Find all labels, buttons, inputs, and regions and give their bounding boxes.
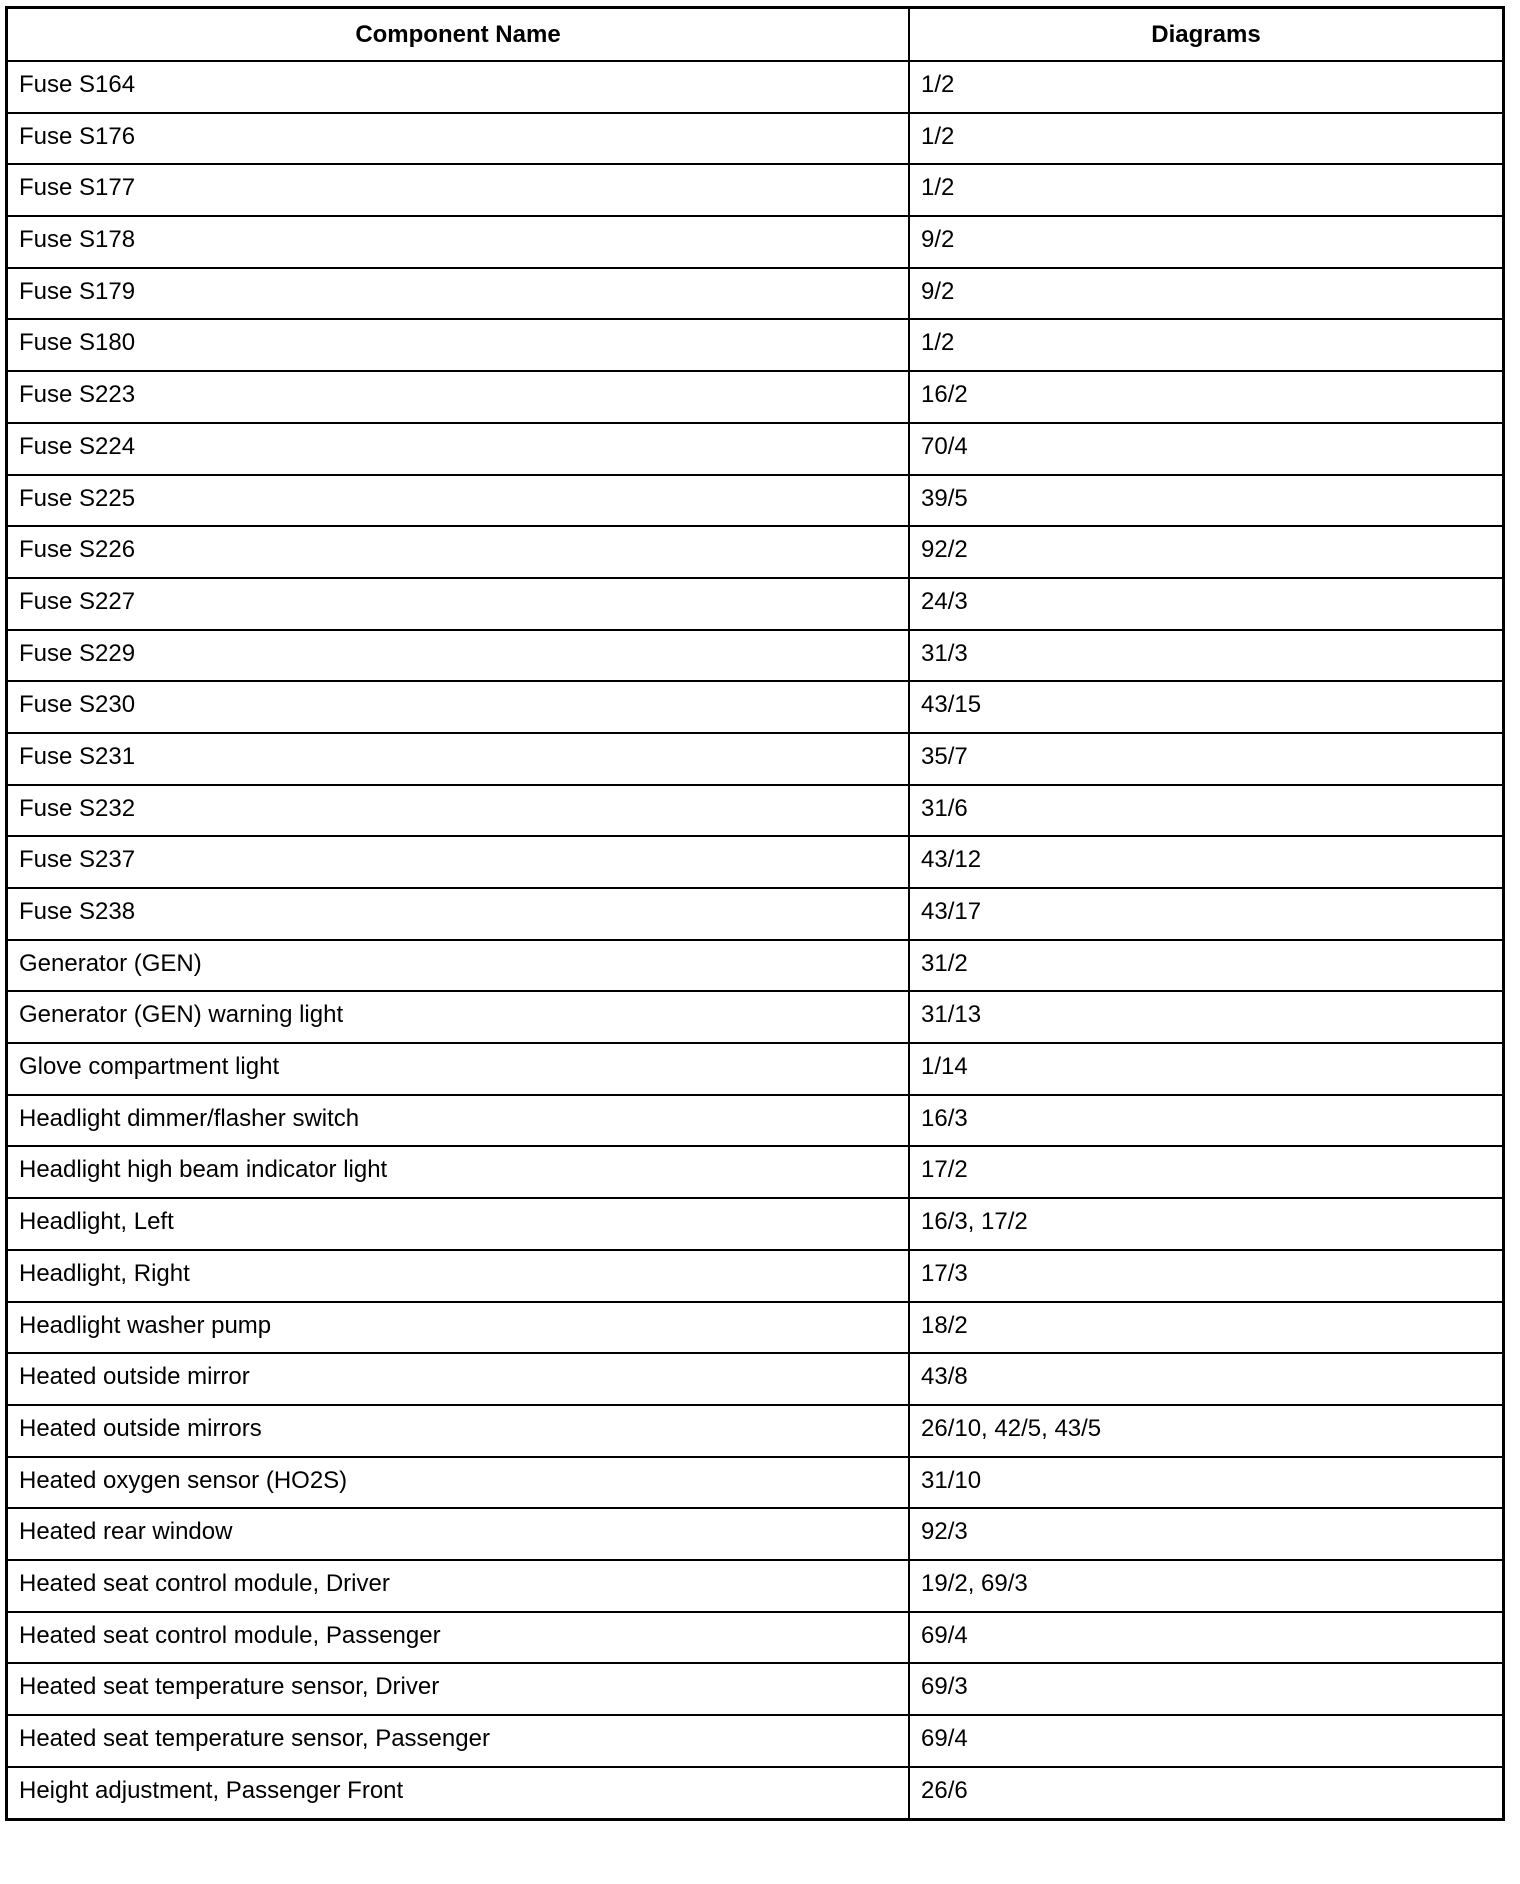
diagrams-cell: 43/12 [909, 836, 1502, 888]
table-row [8, 61, 1502, 113]
diagrams-cell: 1/2 [909, 319, 1502, 371]
diagrams-cell: 92/3 [909, 1508, 1502, 1560]
table-row [8, 475, 1502, 527]
component-name-cell: Fuse S223 [8, 371, 909, 423]
table-row [8, 630, 1502, 682]
table-body [8, 61, 1502, 1818]
component-name-cell: Fuse S224 [8, 423, 909, 475]
table-row [8, 1250, 1502, 1302]
diagrams-cell: 70/4 [909, 423, 1502, 475]
table-row [8, 164, 1502, 216]
header-row [8, 9, 1502, 61]
component-name-cell: Headlight washer pump [8, 1302, 909, 1354]
table-row [8, 423, 1502, 475]
diagrams-cell: 69/4 [909, 1612, 1502, 1664]
diagrams-cell: 1/2 [909, 61, 1502, 113]
table-row [8, 1612, 1502, 1664]
component-index-table [5, 6, 1505, 1821]
component-name-cell: Fuse S225 [8, 475, 909, 527]
table-row [8, 836, 1502, 888]
diagrams-cell: 31/6 [909, 785, 1502, 837]
diagrams-cell: 69/4 [909, 1715, 1502, 1767]
table-row [8, 1353, 1502, 1405]
table-row [8, 940, 1502, 992]
table-row [8, 319, 1502, 371]
table-row [8, 1457, 1502, 1509]
component-name-cell: Glove compartment light [8, 1043, 909, 1095]
table-row [8, 1767, 1502, 1819]
table-row [8, 526, 1502, 578]
table-row [8, 578, 1502, 630]
diagrams-cell: 1/2 [909, 164, 1502, 216]
component-name-cell: Fuse S226 [8, 526, 909, 578]
diagrams-cell: 31/3 [909, 630, 1502, 682]
table-row [8, 733, 1502, 785]
header-component-name: Component Name [8, 9, 909, 61]
table-row [8, 113, 1502, 165]
component-name-cell: Fuse S176 [8, 113, 909, 165]
component-name-cell: Headlight high beam indicator light [8, 1146, 909, 1198]
diagrams-cell: 1/14 [909, 1043, 1502, 1095]
component-name-cell: Fuse S178 [8, 216, 909, 268]
table-row [8, 1715, 1502, 1767]
component-name-cell: Fuse S180 [8, 319, 909, 371]
table-row [8, 216, 1502, 268]
diagrams-cell: 92/2 [909, 526, 1502, 578]
diagrams-cell: 43/15 [909, 681, 1502, 733]
component-name-cell: Fuse S164 [8, 61, 909, 113]
component-name-cell: Heated seat control module, Passenger [8, 1612, 909, 1664]
diagrams-cell: 69/3 [909, 1663, 1502, 1715]
component-name-cell: Headlight dimmer/flasher switch [8, 1095, 909, 1147]
header-diagrams: Diagrams [909, 9, 1502, 61]
diagrams-cell: 35/7 [909, 733, 1502, 785]
diagrams-cell: 31/10 [909, 1457, 1502, 1509]
component-name-cell: Headlight, Right [8, 1250, 909, 1302]
diagrams-cell: 31/2 [909, 940, 1502, 992]
table-row [8, 1508, 1502, 1560]
table-row [8, 1198, 1502, 1250]
component-name-cell: Heated outside mirror [8, 1353, 909, 1405]
diagrams-cell: 9/2 [909, 216, 1502, 268]
diagrams-cell: 16/3 [909, 1095, 1502, 1147]
component-name-cell: Heated rear window [8, 1508, 909, 1560]
component-name-cell: Generator (GEN) [8, 940, 909, 992]
table-row [8, 785, 1502, 837]
diagrams-cell: 17/3 [909, 1250, 1502, 1302]
diagrams-cell: 19/2, 69/3 [909, 1560, 1502, 1612]
table-row [8, 1095, 1502, 1147]
table-row [8, 991, 1502, 1043]
table-row [8, 1302, 1502, 1354]
component-name-cell: Fuse S232 [8, 785, 909, 837]
component-name-cell: Fuse S231 [8, 733, 909, 785]
table-row [8, 1560, 1502, 1612]
component-name-cell: Generator (GEN) warning light [8, 991, 909, 1043]
diagrams-cell: 43/17 [909, 888, 1502, 940]
component-name-cell: Fuse S179 [8, 268, 909, 320]
component-name-cell: Headlight, Left [8, 1198, 909, 1250]
component-name-cell: Fuse S230 [8, 681, 909, 733]
component-name-cell: Heated seat temperature sensor, Passenger [8, 1715, 909, 1767]
component-name-cell: Fuse S229 [8, 630, 909, 682]
diagrams-cell: 24/3 [909, 578, 1502, 630]
diagrams-cell: 26/6 [909, 1767, 1502, 1819]
diagrams-cell: 26/10, 42/5, 43/5 [909, 1405, 1502, 1457]
diagrams-cell: 39/5 [909, 475, 1502, 527]
table-row [8, 371, 1502, 423]
table-row [8, 268, 1502, 320]
diagrams-cell: 16/2 [909, 371, 1502, 423]
table-row [8, 888, 1502, 940]
diagrams-cell: 9/2 [909, 268, 1502, 320]
component-name-cell: Fuse S238 [8, 888, 909, 940]
diagrams-cell: 18/2 [909, 1302, 1502, 1354]
component-name-cell: Fuse S177 [8, 164, 909, 216]
diagrams-cell: 17/2 [909, 1146, 1502, 1198]
table-row [8, 1043, 1502, 1095]
component-name-cell: Heated outside mirrors [8, 1405, 909, 1457]
component-name-cell: Heated seat control module, Driver [8, 1560, 909, 1612]
table-row [8, 681, 1502, 733]
diagrams-cell: 43/8 [909, 1353, 1502, 1405]
diagrams-cell: 1/2 [909, 113, 1502, 165]
component-name-cell: Fuse S237 [8, 836, 909, 888]
component-name-cell: Height adjustment, Passenger Front [8, 1767, 909, 1819]
component-name-cell: Fuse S227 [8, 578, 909, 630]
table-row [8, 1663, 1502, 1715]
diagrams-cell: 31/13 [909, 991, 1502, 1043]
table-row [8, 1146, 1502, 1198]
table-row [8, 1405, 1502, 1457]
diagrams-cell: 16/3, 17/2 [909, 1198, 1502, 1250]
component-name-cell: Heated seat temperature sensor, Driver [8, 1663, 909, 1715]
component-table [8, 9, 1502, 1818]
component-name-cell: Heated oxygen sensor (HO2S) [8, 1457, 909, 1509]
